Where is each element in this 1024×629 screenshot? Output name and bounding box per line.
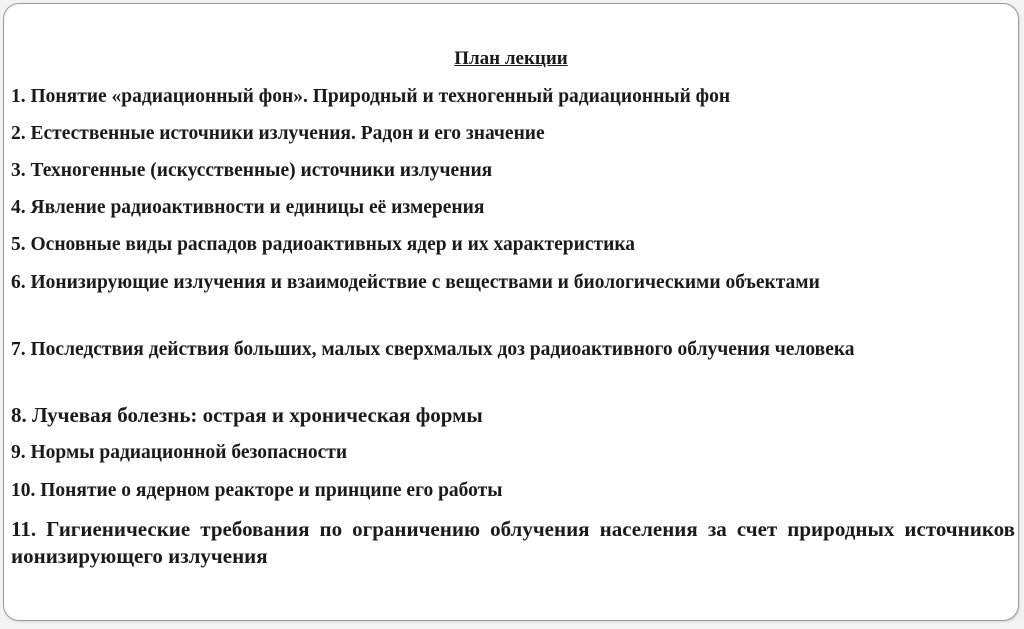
- list-item: 5. Основные виды распадов радиоактивных ядер и их характеристика: [11, 234, 636, 255]
- slide: [3, 3, 1019, 621]
- slide-title-text: План лекции: [454, 48, 568, 69]
- list-item: 8. Лучевая болезнь: острая и хроническая формы: [11, 403, 483, 427]
- slide-title: [4, 47, 1018, 71]
- list-item: 11. Гигиенические требования по ограничению облучения населения за счет природных источников ионизирующего излучения: [11, 517, 1015, 568]
- list-item: 1. Понятие «радиационный фон». Природный и техногенный радиационный фон: [11, 86, 731, 107]
- list-item: 6. Ионизирующие излучения и взаимодействие с веществами и биологическими объектами: [11, 272, 820, 293]
- list-item: 2. Естественные источники излучения. Радон и его значение: [11, 123, 545, 144]
- list-item: 9. Нормы радиационной безопасности: [11, 442, 348, 463]
- list-item: 7. Последствия действия больших, малых сверхмалых доз радиоактивного облучения человека: [11, 339, 855, 360]
- list-item: 10. Понятие о ядерном реакторе и принципе его работы: [11, 480, 503, 501]
- list-item: 4. Явление радиоактивности и единицы её измерения: [11, 197, 485, 218]
- list-item: 3. Техногенные (искусственные) источники излучения: [11, 160, 493, 181]
